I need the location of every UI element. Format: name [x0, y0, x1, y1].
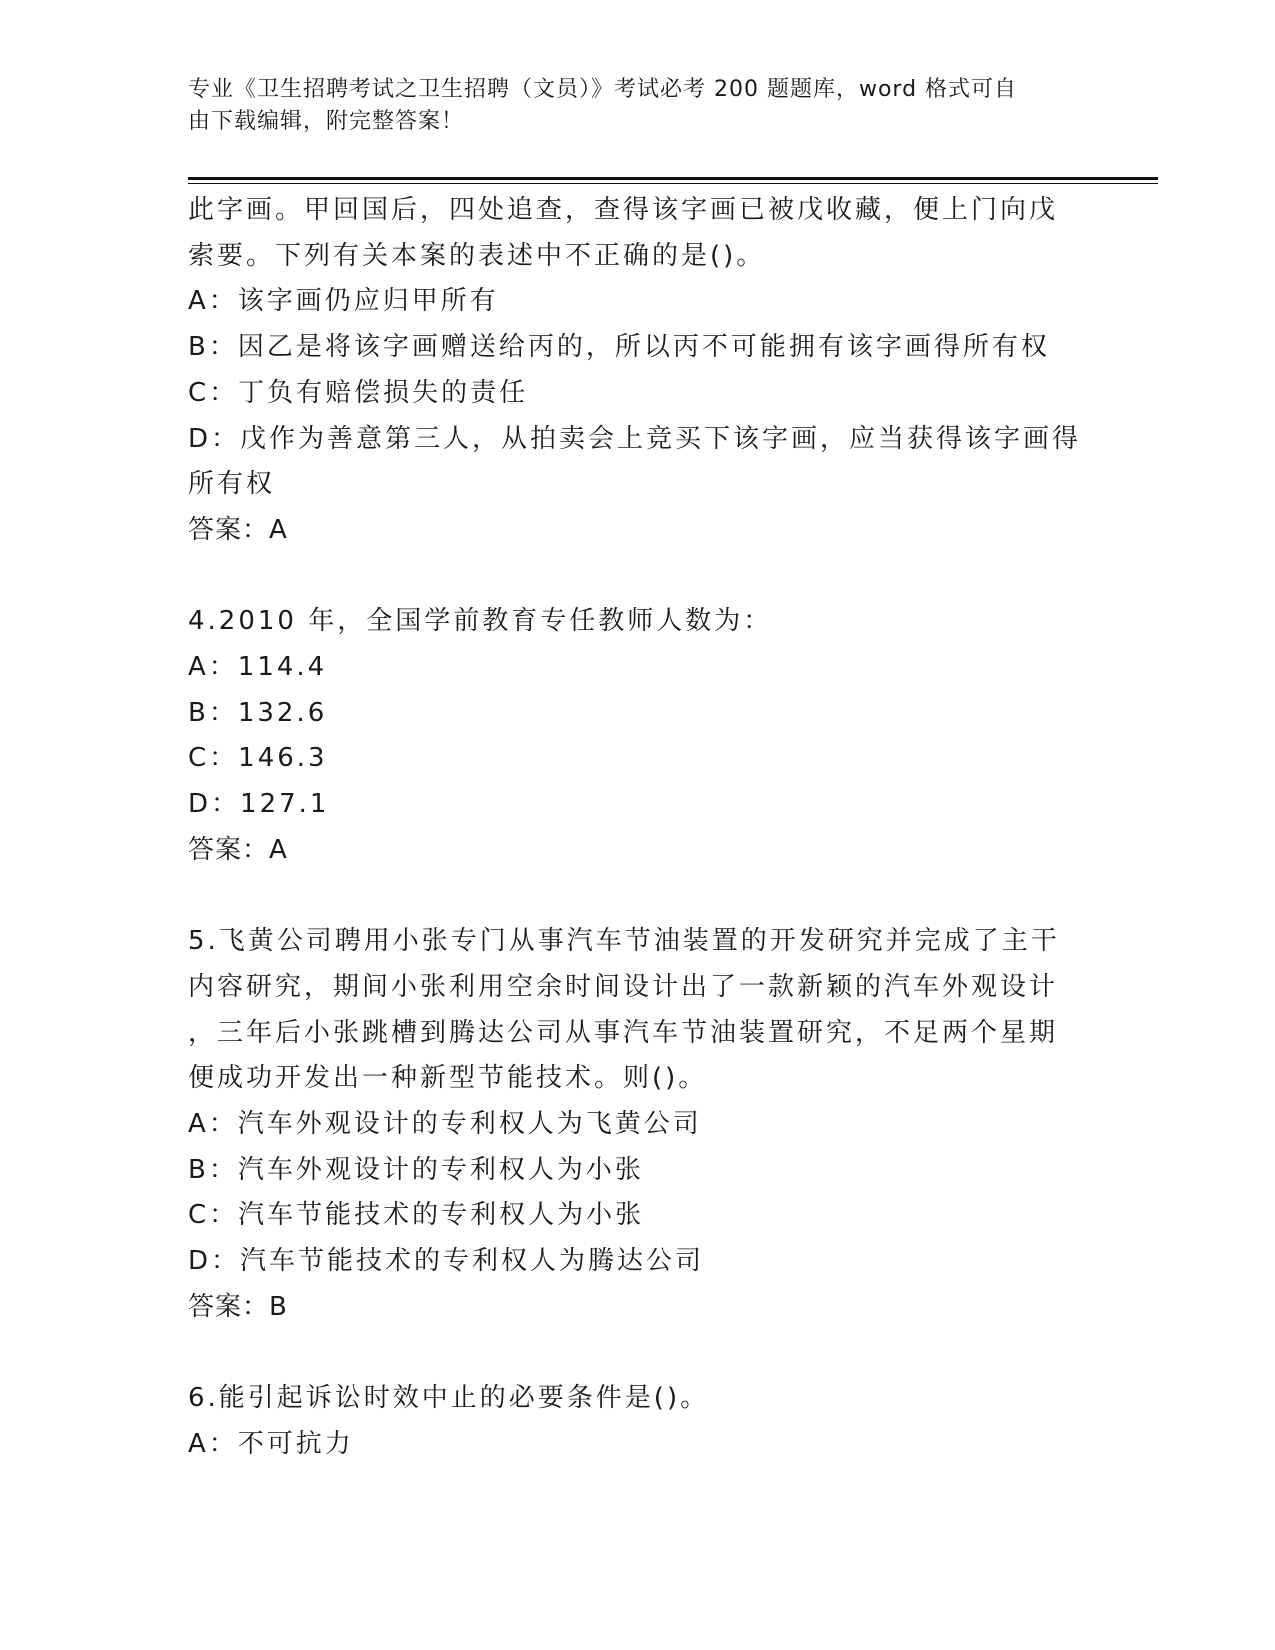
answer: 答案：A — [188, 834, 288, 865]
option-d: D：127.1 — [188, 789, 330, 820]
option-c: C：146.3 — [188, 743, 328, 774]
question-5 — [188, 919, 1088, 1330]
question-stem-line: 内容研究，期间小张利用空余时间设计出了一款新颖的汽车外观设计 — [188, 971, 1059, 1002]
option-d-continued: 所有权 — [188, 469, 276, 500]
option-c: C：汽车节能技术的专利权人为小张 — [188, 1200, 645, 1231]
question-stem-line: 5.飞黄公司聘用小张专门从事汽车节油装置的开发研究并完成了主干 — [188, 926, 1060, 957]
option-d: D：戊作为善意第三人，从拍卖会上竞买下该字画，应当获得该字画得 — [188, 423, 1082, 454]
question-stem-line: 此字画。甲回国后，四处追查，查得该字画已被戊收藏，便上门向戊 — [188, 195, 1059, 225]
question-stem-line: ，三年后小张跳槽到腾达公司从事汽车节油装置研究，不足两个星期 — [188, 1017, 1059, 1048]
header-divider-thin — [188, 183, 1158, 184]
option-a: A：不可抗力 — [188, 1428, 354, 1459]
question-spacer — [188, 1331, 1088, 1377]
option-b: B：汽车外观设计的专利权人为小张 — [188, 1154, 644, 1185]
question-spacer — [188, 554, 1088, 600]
question-stem-line: 便成功开发出一种新型节能技术。则()。 — [188, 1063, 708, 1094]
option-b: B：132.6 — [188, 697, 328, 728]
answer: 答案：B — [188, 1291, 288, 1322]
option-a: A：汽车外观设计的专利权人为飞黄公司 — [188, 1109, 702, 1140]
question-3 — [188, 188, 1088, 554]
option-b: B：因乙是将该字画赠送给丙的，所以丙不可能拥有该字画得所有权 — [188, 332, 1050, 363]
question-4 — [188, 599, 1088, 873]
question-stem: 4.2010 年，全国学前教育专任教师人数为： — [188, 606, 773, 637]
option-c: C：丁负有赔偿损失的责任 — [188, 377, 529, 408]
page-header — [188, 74, 1068, 138]
answer: 答案：A — [188, 514, 288, 545]
question-spacer — [188, 874, 1088, 920]
question-stem-line: 索要。下列有关本案的表述中不正确的是()。 — [188, 240, 766, 271]
question-6 — [188, 1376, 1088, 1467]
question-stem: 6.能引起诉讼时效中止的必要条件是()。 — [188, 1383, 710, 1414]
question-list — [188, 188, 1088, 1468]
option-d: D：汽车节能技术的专利权人为腾达公司 — [188, 1246, 705, 1277]
option-a: A：该字画仍应归甲所有 — [188, 286, 499, 317]
option-a: A：114.4 — [188, 652, 328, 683]
header-title-line-1: 专业《卫生招聘考试之卫生招聘（文员）》考试必考 200 题题库，word 格式可自 — [188, 77, 1018, 102]
header-title-line-2: 由下载编辑，附完整答案！ — [188, 109, 465, 134]
header-divider-thick — [188, 177, 1158, 180]
